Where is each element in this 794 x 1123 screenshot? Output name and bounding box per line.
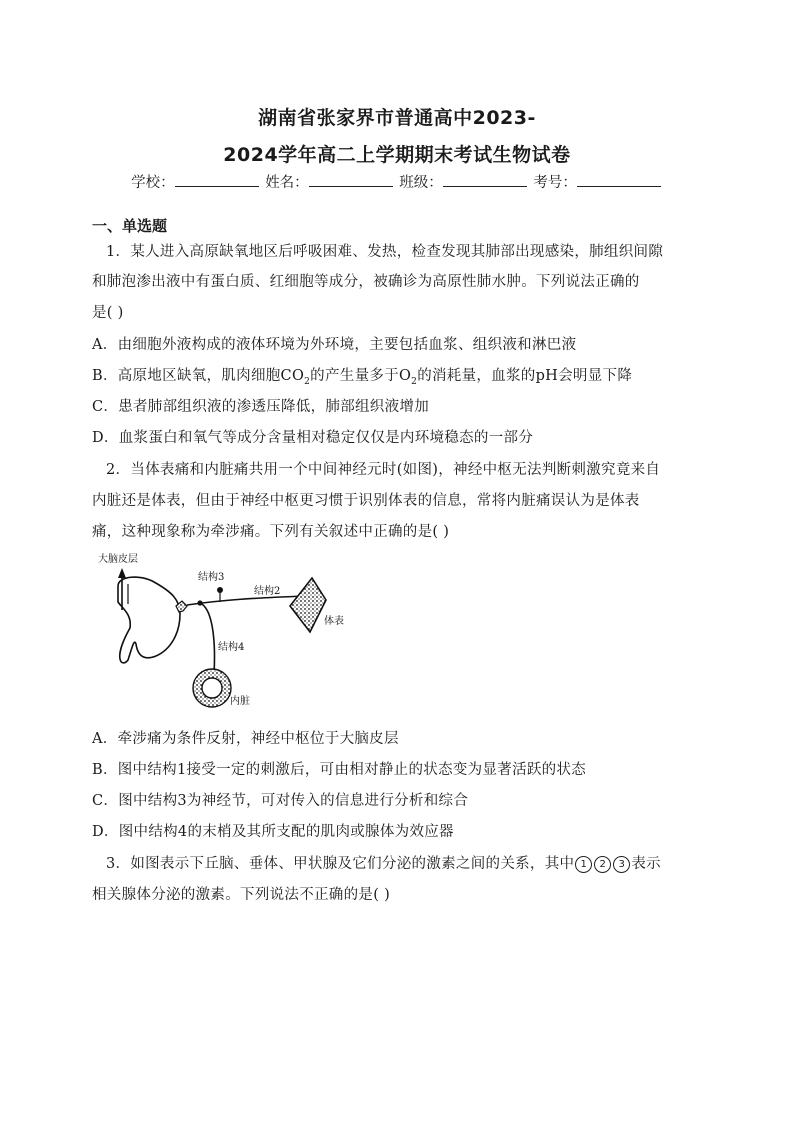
name-blank[interactable] — [309, 172, 393, 187]
label-structure3: 结构3 — [198, 572, 225, 583]
q2-stem-line1: 2．当体表痛和内脏痛共用一个中间神经元时(如图)，神经中枢无法判断刺激究竟来自 — [106, 462, 661, 478]
q1-option-b-part1: B．高原地区缺氧，肌肉细胞CO — [92, 368, 305, 384]
exam-number-label: 考号： — [533, 175, 577, 191]
class-blank[interactable] — [443, 172, 527, 187]
label-body-surface: 体表 — [324, 616, 344, 627]
q2-option-a: A．牵涉痛为条件反射，神经中枢位于大脑皮层 — [92, 731, 399, 747]
q2-option-d: D．图中结构4的末梢及其所支配的肌肉或腺体为效应器 — [92, 824, 454, 840]
q1-stem-line1: 1．某人进入高原缺氧地区后呼吸困难、发热，检查发现其肺部出现感染，肺组织间隙 — [106, 244, 664, 260]
q3-stem-part2: 表示 — [631, 856, 661, 872]
q1-stem-line2: 和肺泡渗出液中有蛋白质、红细胞等成分，被确诊为高原性肺水肿。下列说法正确的 — [92, 274, 640, 290]
label-cortex: 大脑皮层 — [98, 554, 138, 565]
q1-option-b-part3: 的消耗量，血浆的pH会明显下降 — [417, 368, 633, 384]
o2-subscript: 2 — [411, 376, 418, 387]
q2-option-c: C．图中结构3为神经节，可对传入的信息进行分析和综合 — [92, 793, 469, 809]
name-label: 姓名： — [265, 175, 309, 191]
structure4-nerve — [200, 603, 214, 674]
ascending-arrow-head — [118, 568, 126, 578]
circled-number-1: 1 — [575, 856, 592, 873]
q2-option-b: B．图中结构1接受一定的刺激后，可由相对静止的状态变为显著活跃的状态 — [92, 762, 587, 778]
structure2-nerve — [187, 596, 306, 605]
q3-stem-line1 — [106, 852, 661, 873]
structure3-ganglion — [217, 587, 223, 593]
viscera-inner — [202, 678, 222, 698]
q1-option-c: C．患者肺部组织液的渗透压降低，肺部组织液增加 — [92, 399, 429, 415]
student-info-line — [0, 171, 794, 192]
section-heading: 一、单选题 — [92, 217, 168, 235]
exam-title-line1: 湖南省张家界市普通高中2023- — [258, 107, 536, 129]
exam-number-blank[interactable] — [577, 172, 661, 187]
q3-stem-part1: 3．如图表示下丘脑、垂体、甲状腺及它们分泌的激素之间的关系，其中 — [106, 856, 575, 872]
q1-option-b — [92, 364, 632, 387]
q1-option-d: D．血浆蛋白和氧气等成分含量相对稳定仅仅是内环境稳态的一部分 — [92, 430, 534, 446]
co2-subscript: 2 — [304, 376, 311, 387]
class-label: 班级： — [399, 175, 443, 191]
body-surface — [290, 578, 326, 632]
spinal-cord-outline — [118, 577, 180, 663]
q3-stem-line2: 相关腺体分泌的激素。下列说法不正确的是( ) — [92, 887, 391, 903]
q2-stem-line2: 内脏还是体表，但由于神经中枢更习惯于识别体表的信息，常将内脏痛误认为是体表 — [92, 493, 640, 509]
school-blank[interactable] — [175, 172, 259, 187]
q1-stem-line3: 是( ) — [92, 305, 124, 321]
structure4-junction — [197, 600, 202, 605]
school-label: 学校： — [131, 175, 175, 191]
q1-option-b-part2: 的产生量多于O — [310, 368, 412, 384]
label-structure2: 结构2 — [254, 586, 281, 597]
q1-option-a: A．由细胞外液构成的液体环境为外环境，主要包括血浆、组织液和淋巴液 — [92, 337, 577, 353]
label-structure4: 结构4 — [218, 642, 245, 653]
label-viscera: 内脏 — [230, 696, 250, 707]
q2-stem-line3: 痛，这种现象称为牵涉痛。下列有关叙述中正确的是( ) — [92, 524, 450, 540]
referred-pain-diagram — [92, 548, 362, 718]
circled-number-3: 3 — [613, 856, 630, 873]
circled-number-2: 2 — [594, 856, 611, 873]
exam-title-line2: 2024学年高二上学期期末考试生物试卷 — [223, 144, 571, 166]
